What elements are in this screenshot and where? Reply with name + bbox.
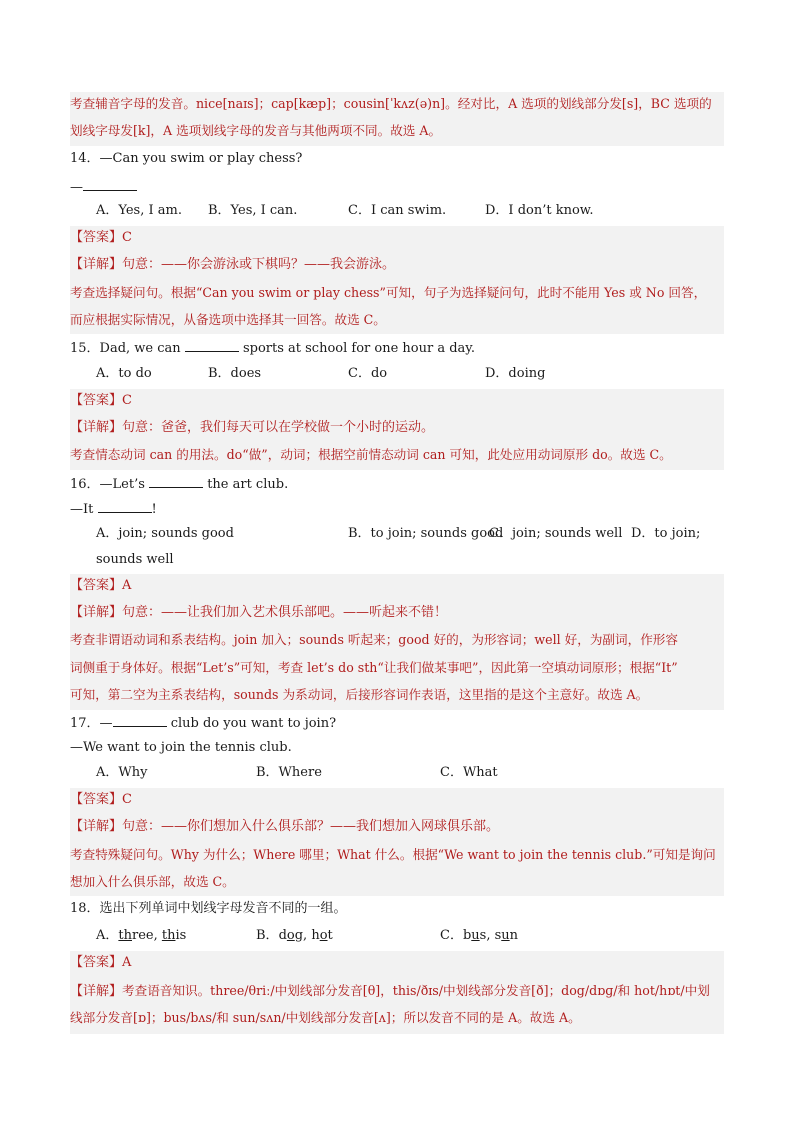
q14-stem: 14．—Can you swim or play chess? [70,151,303,166]
q18-option-c: C．bus, sun [440,928,519,943]
q17-reply: —We want to join the tennis club. [70,740,292,755]
q14-detail-line-2: 考查选择疑问句。根据“Can you swim or play chess”可知，句子为选择疑问句，此时不能用 Yes 或 No 回答， [70,285,707,300]
q14-reply [70,176,137,198]
q14-reply-dash: — [70,180,83,195]
q14-blank [83,176,137,191]
q15-detail-line-1: 【详解】句意：爸爸，我们每天可以在学校做一个小时的运动。 [70,420,435,435]
q16-option-d-cont: sounds well [96,552,174,567]
q16-reply: —It ! [70,498,157,520]
q15-option-c: C．do [348,366,388,381]
q16-detail-line-3: 词侧重于身体好。根据“Let’s”可知，考查 let’s do sth“让我们做某事吧”，因此第一空填动词原形；根据“It” [70,660,678,675]
q17-detail-line-2: 考查特殊疑问句。Why 为什么；Where 哪里；What 什么。根据“We want to join the tennis club.”可知是询问 [70,847,716,862]
q14-option-a: A．Yes, I am. [96,203,182,218]
detail-label: 【详解】 [70,605,123,620]
q17-detail-line-3: 想加入什么俱乐部，故选 C。 [70,874,235,889]
q16-blank-1 [149,473,203,488]
q14-answer [70,228,132,248]
q17-detail-line-1: 【详解】句意：——你们想加入什么俱乐部？——我们想加入网球俱乐部。 [70,819,500,834]
q16-detail-line-2: 考查非谓语动词和系表结构。join 加入；sounds 听起来；good 好的，为形容词；well 好，为副词，作形容 [70,632,678,647]
q16-stem: 16．—Let’s the art club. [70,473,288,495]
q15-option-b: B．does [208,366,262,381]
q18-stem: 18．选出下列单词中划线字母发音不同的一组。 [70,901,347,916]
q17-answer [70,790,132,810]
q17-option-b: B．Where [256,765,322,780]
answer-label: 【答案】 [70,955,123,970]
q18-option-b: B．dog, hot [256,928,333,943]
q15-answer [70,391,132,411]
q14-detail-line-3: 而应根据实际情况，从备选项中选择其一回答。故选 C。 [70,312,386,327]
answer-value: C [122,230,132,245]
q17-option-a: A．Why [96,765,148,780]
q18-detail-line-1: 【详解】考查语音知识。three/θriː/中划线部分发音[θ]，this/ðɪs/中划线部分发音[ð]；dog/dɒɡ/和 hot/hɒt/中划 [70,983,710,999]
q16-answer [70,576,131,596]
q14-detail-line-1: 【详解】句意：——你会游泳或下棋吗？——我会游泳。 [70,257,396,272]
answer-value: A [122,578,132,593]
q16-blank-2 [98,498,152,513]
q14-option-b: B．Yes, I can. [208,203,298,218]
answer-label: 【答案】 [70,393,123,408]
answer-value: C [122,792,132,807]
q18-detail-line-2: 线部分发音[ɒ]；bus/bʌs/和 sun/sʌn/中划线部分发音[ʌ]；所以发音不同的是 A。故选 A。 [70,1010,581,1025]
answer-label: 【答案】 [70,230,123,245]
q13-detail-line-2: 划线字母发[k]，A 选项划线字母的发音与其他两项不同。故选 A。 [70,123,442,138]
q15-stem: 15．Dad, we can sports at school for one hour a day. [70,337,475,359]
q15-detail-line-2: 考查情态动词 can 的用法。do“做”，动词；根据空前情态动词 can 可知，此处应用动词原形 do。故选 C。 [70,447,672,462]
q15-blank [185,337,239,352]
q16-option-b: B．to join; sounds good [348,526,504,541]
q18-option-a: A．three, this [96,928,187,943]
q16-option-c: C．join; sounds well [489,526,623,541]
q14-option-c: C．I can swim. [348,203,447,218]
detail-label: 【详解】 [70,420,123,435]
q16-detail-line-1: 【详解】句意：——让我们加入艺术俱乐部吧。——听起来不错！ [70,605,448,620]
detail-label: 【详解】 [70,819,123,834]
q18-answer [70,953,131,973]
answer-label: 【答案】 [70,792,123,807]
q17-blank [113,712,167,727]
q15-option-d: D．doing [485,366,546,381]
q17-stem: 17．— club do you want to join? [70,712,336,734]
answer-value: C [122,393,132,408]
q16-detail-line-4: 可知，第二空为主系表结构，sounds 为系动词，后接形容词作表语，这里指的是这个主意好。故选 A。 [70,687,649,702]
answer-value: A [122,955,132,970]
q14-option-d: D．I don’t know. [485,203,594,218]
detail-label: 【详解】 [70,257,123,272]
q13-detail-line-1: 考查辅音字母的发音。nice[naɪs]；cap[kæp]；cousin[ˈkʌz(ə)n]。经对比，A 选项的划线部分发[s]，BC 选项的 [70,96,712,111]
answer-label: 【答案】 [70,578,123,593]
q17-option-c: C．What [440,765,498,780]
q16-option-d: D．to join; [631,526,701,541]
detail-label: 【详解】 [70,984,123,999]
q15-option-a: A．to do [96,366,152,381]
q16-option-a: A．join; sounds good [96,526,234,541]
